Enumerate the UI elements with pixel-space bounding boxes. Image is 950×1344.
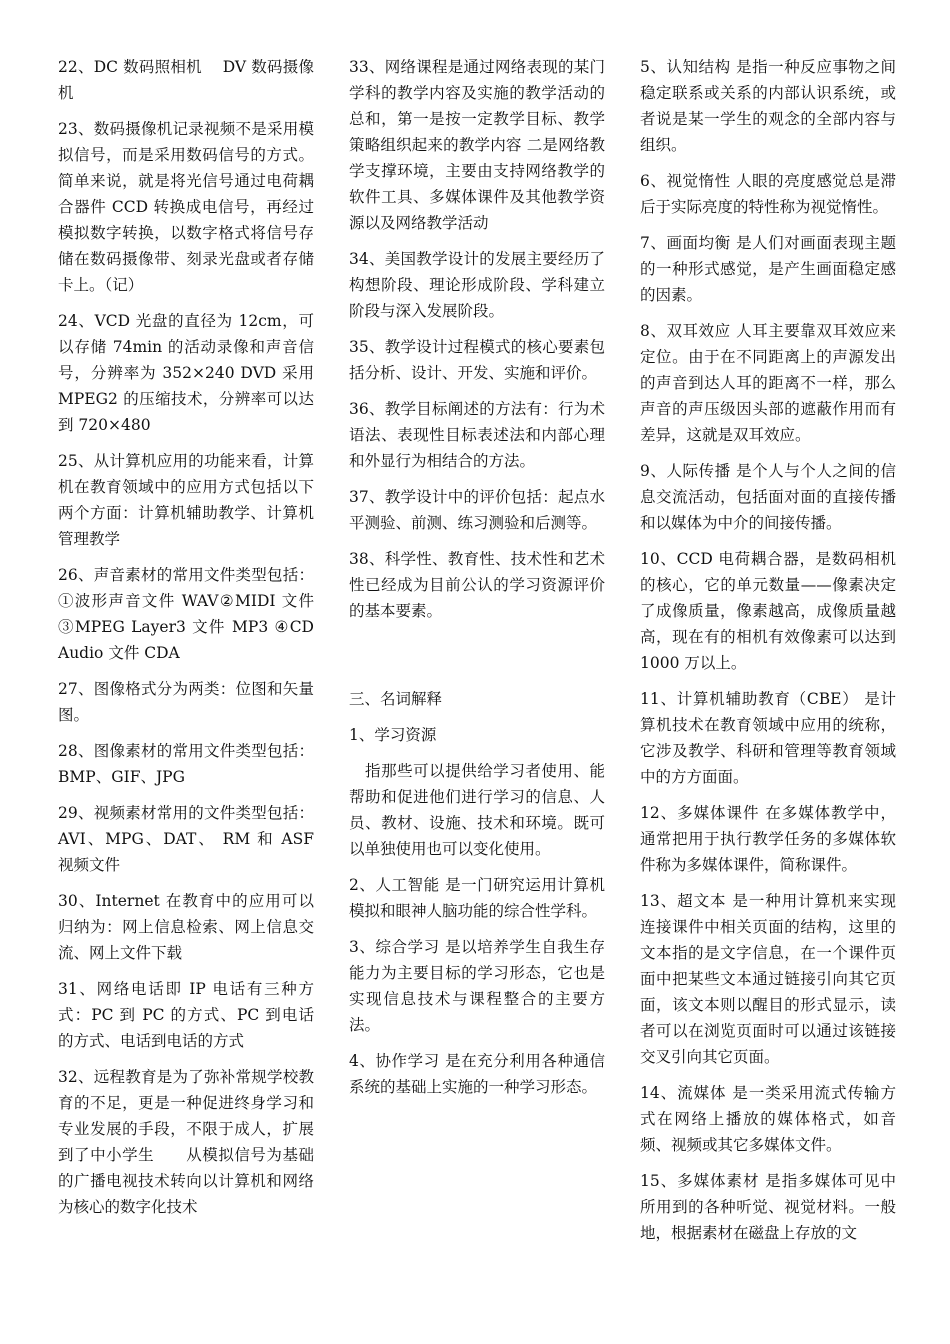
item-37: 37、教学设计中的评价包括：起点水平测验、前测、练习测验和后测等。 bbox=[349, 488, 605, 532]
item-29: 29、视频素材常用的文件类型包括：AVI、MPG、DAT、 RM 和 ASF 视频文件 bbox=[58, 804, 319, 874]
term-8: 8、双耳效应 人耳主要靠双耳效应来定位。由于在不同距离上的声源发出的声音到达人耳的距离不一样，那么声音的声压级因头部的遮蔽作用而有差异，这就是双耳效应。 bbox=[640, 322, 896, 444]
term-14: 14、流媒体 是一类采用流式传输方式在网络上播放的媒体格式，如音频、视频或其它多媒体文件。 bbox=[640, 1084, 896, 1154]
term-9: 9、人际传播 是个人与个人之间的信息交流活动，包括面对面的直接传播和以媒体为中介的间接传播。 bbox=[640, 462, 896, 532]
item-32: 32、远程教育是为了弥补常规学校教育的不足，更是一种促进终身学习和专业发展的手段，不限于成人，扩展到了中小学生 从模拟信号为基础的广播电视技术转向以计算机和网络为核心的数字化技术 bbox=[58, 1068, 314, 1216]
item-26: 26、声音素材的常用文件类型包括：①波形声音文件 WAV②MIDI 文件 ③MPEG Layer3 文件 MP3 ④CD Audio 文件 CDA bbox=[58, 566, 319, 662]
column-left bbox=[58, 54, 319, 1230]
term-6: 6、视觉惰性 人眼的亮度感觉总是滞后于实际亮度的特性称为视觉惰性。 bbox=[640, 172, 896, 216]
item-36: 36、教学目标阐述的方法有：行为术语法、表现性目标表述法和内部心理和外显行为相结合的方法。 bbox=[349, 400, 605, 470]
item-28: 28、图像素材的常用文件类型包括：BMP、GIF、JPG bbox=[58, 742, 314, 786]
term-13: 13、超文本 是一种用计算机来实现连接课件中相关页面的结构，这里的文本指的是文字信息，在一个课件页面中把某些文本通过链接引向其它页面，该文本则以醒目的形式显示，读者可以在浏览页面时可以通过该链接交叉引向其它页面。 bbox=[640, 892, 896, 1066]
term-10: 10、CCD 电荷耦合器，是数码相机的核心，它的单元数量——像素决定了成像质量，像素越高，成像质量越高，现在有的相机有效像素可以达到 1000 万以上。 bbox=[640, 550, 901, 672]
column-right bbox=[640, 54, 901, 1256]
item-22: 22、DC 数码照相机 DV 数码摄像机 bbox=[58, 58, 314, 102]
item-23: 23、数码摄像机记录视频不是采用模拟信号，而是采用数码信号的方式。简单来说，就是将光信号通过电荷耦合器件 CCD 转换成电信号，再经过模拟数字转换，以数字格式将信号存储在数码摄像带、刻录光盘或者存储卡上。（记） bbox=[58, 120, 314, 294]
item-24: 24、VCD 光盘的直径为 12cm，可以存储 74min 的活动录像和声音信号，分辨率为 352×240 DVD 采用 MPEG2 的压缩技术，分辨率可以达到 720×480 bbox=[58, 312, 319, 434]
term-4: 4、协作学习 是在充分利用各种通信系统的基础上实施的一种学习形态。 bbox=[349, 1052, 605, 1096]
item-33: 33、网络课程是通过网络表现的某门学科的教学内容及实施的教学活动的总和，第一是按一定教学目标、教学策略组织起来的教学内容 二是网络教学支撑环境，主要由支持网络教学的软件工具、多媒体课件及其他教学资源以及网络教学活动 bbox=[349, 58, 605, 232]
term-1-title: 1、学习资源 bbox=[349, 726, 437, 744]
term-3: 3、综合学习 是以培养学生自我生存能力为主要目标的学习形态，它也是实现信息技术与课程整合的主要方法。 bbox=[349, 938, 605, 1034]
item-35: 35、教学设计过程模式的核心要素包括分析、设计、开发、实施和评价。 bbox=[349, 338, 605, 382]
item-25: 25、从计算机应用的功能来看，计算机在教育领域中的应用方式包括以下两个方面：计算机辅助教学、计算机管理教学 bbox=[58, 452, 314, 548]
item-31: 31、网络电话即 IP 电话有三种方式：PC 到 PC 的方式、PC 到电话的方式、电话到电话的方式 bbox=[58, 980, 314, 1050]
section-heading: 三、名词解释 bbox=[349, 690, 443, 708]
term-12: 12、多媒体课件 在多媒体教学中，通常把用于执行教学任务的多媒体软件称为多媒体课件，简称课件。 bbox=[640, 804, 896, 874]
term-7: 7、画面均衡 是人们对画面表现主题的一种形式感觉，是产生画面稳定感的因素。 bbox=[640, 234, 896, 304]
column-middle bbox=[349, 54, 605, 1110]
term-1-definition: 指那些可以提供给学习者使用、能帮助和促进他们进行学习的信息、人员、教材、设施、技术和环境。既可以单独使用也可以变化使用。 bbox=[349, 762, 605, 858]
term-2: 2、人工智能 是一门研究运用计算机模拟和眼神人脑功能的综合性学科。 bbox=[349, 876, 605, 920]
term-15: 15、多媒体素材 是指多媒体可见中所用到的各种听觉、视觉材料。一般地，根据素材在磁盘上存放的文 bbox=[640, 1172, 896, 1242]
item-30: 30、Internet 在教育中的应用可以归纳为：网上信息检索、网上信息交流、网上文件下载 bbox=[58, 892, 314, 962]
item-34: 34、美国教学设计的发展主要经历了构想阶段、理论形成阶段、学科建立阶段与深入发展阶段。 bbox=[349, 250, 605, 320]
term-5: 5、认知结构 是指一种反应事物之间稳定联系或关系的内部认识系统，或者说是某一学生的观念的全部内容与组织。 bbox=[640, 58, 896, 154]
item-38: 38、科学性、教育性、技术性和艺术性已经成为目前公认的学习资源评价的基本要素。 bbox=[349, 550, 605, 620]
item-27: 27、图像格式分为两类：位图和矢量图。 bbox=[58, 680, 314, 724]
section-gap bbox=[349, 634, 605, 686]
term-11: 11、计算机辅助教育（CBE） 是计算机技术在教育领域中应用的统称，它涉及教学、科研和管理等教育领域中的方方面面。 bbox=[640, 690, 896, 786]
